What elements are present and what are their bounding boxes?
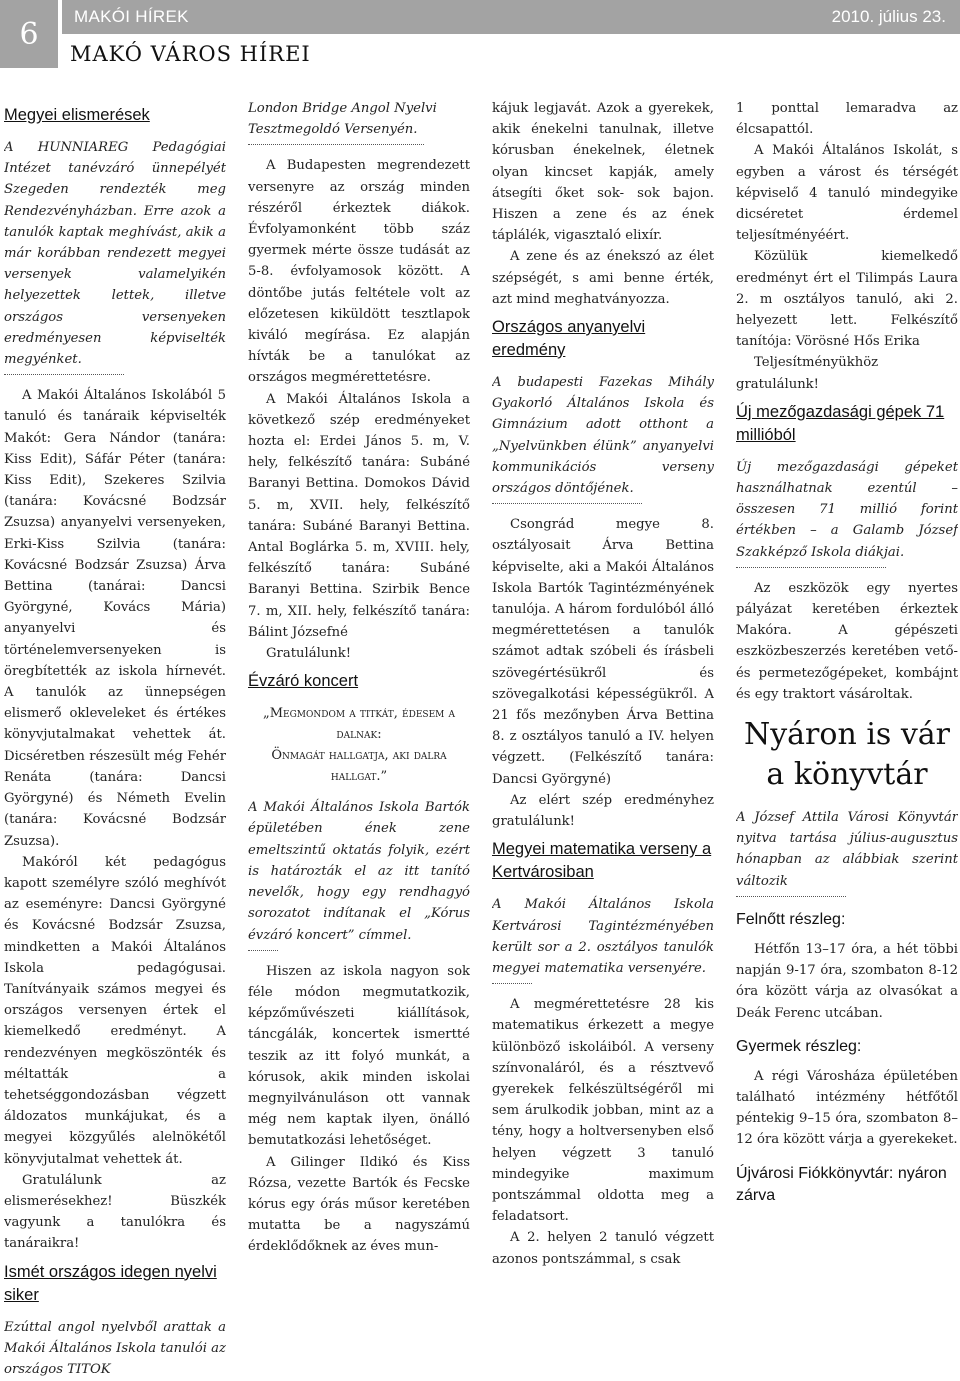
article-paragraph: A Budapesten megrendezett versenyre az ország minden részéről érkeztek diákok. Évfolyamonként több száz gyermek mérte össze tudását az 5-8. évfolyamosok között. A döntőbe jutás feltétele volt az előzetesen kiküldött tesztlapok kiváló megírása. Ez alapján hívták be a tanulókat az országos megmérettetésre. <box>248 158 470 386</box>
article-lead: Új mezőgazdasági gépeket használhatnak ezentúl – összesen 71 millió forint értékben – a Galamb József Szakképző Iskola diákjai. <box>736 459 958 560</box>
column-3 <box>492 98 714 1381</box>
feature-headline: Nyáron is vár a könyvtár <box>743 717 951 793</box>
article-lead: A Makói Általános Iskola Kertvárosi Tagintézményében került sor a 2. osztályos tanulók megyei matematika versenyére. <box>492 897 714 976</box>
article-lead: A József Attila Városi Könyvtár nyitva tartása július-augusztus hónapban az alábbiak szerint változik <box>736 810 958 889</box>
article-paragraph: Hétfőn 13–17 óra, a hét többi napján 9-17 óra, szombaton 8-12 óra között várja az olvasókat a Deák Ferenc utcában. <box>736 941 958 1021</box>
subheading-branch: Újvárosi Fiókkönyvtár: nyáron zárva <box>736 1164 947 1204</box>
divider <box>492 983 532 984</box>
article-lead: A HUNNIAREG Pedagógiai Intézet tanévzáró ünnepélyét Szegeden rendezték meg Rendezvényházban. Erre azok a tanulók kaptak meghívást, akik a már korábban rendezett megyei versenyek valamelyikén helyezettek lettek, illetve országos versenyeken eredményesen képviselték megyénket. <box>4 140 226 368</box>
page-title: MAKÓ VÁROS HÍREI <box>70 42 311 66</box>
article-heading: Ismét országos idegen nyelvi siker <box>4 1262 217 1304</box>
page-number: 6 <box>0 0 58 68</box>
article-heading: Évzáró koncert <box>248 672 359 691</box>
article-heading: Megyei matematika verseny a Kertvárosiban <box>492 840 712 882</box>
divider <box>248 144 424 145</box>
article-paragraph: A Makói Általános Iskolából 5 tanuló és tanáraik képviselték Makót: Gera Nándor (tanára: Kiss Edit), Sáfár Péter (tanára: Kiss Edit), Szekeres Szilvia (tanára: Kovácsné Bodzsár Zsuzsa) anyanyelvi versenyeken, Erki-Kiss Szilvia (tanára: Kovácsné Bodzsár Zsuzsa) Árva Bettina (tanárai: Dancsi Györgyné, Kovács Mária) anyanyelvi és történelemversenyeken is öregbítették az iskola hírnevét. A tanulók az ünnepségen elismerő okleveleket és értékes könyvjutalmakat vehettek át. Dicséretben részesült még Fehér Renáta (tanára: Dancsi Györgyné) és Németh Evelin (tanára: Kovácsné Bodzsár Zsuzsa). <box>4 388 226 849</box>
article-paragraph: A régi Városháza épületében található intézmény hétfőtől péntekig 9–15 óra, szombaton 8–12 óra között várja a gyerekeket. <box>736 1068 958 1148</box>
divider <box>736 896 846 897</box>
article-paragraph: A zene és az énekszó az élet szépségét, s ami benne érték, azt mind meghatványozza. <box>492 249 714 307</box>
column-4 <box>736 98 958 1381</box>
subheading-adult: Felnőtt részleg: <box>736 910 846 928</box>
article-lead: A Makói Általános Iskola Bartók épületében ének zene emeltszintű oktatás folyik, ezért is határozták el az itt tanító nevelők, hogy egy rendhagyó sorozatot indítanak el „Kórus évzáró koncert” címmel. <box>248 800 470 943</box>
article-paragraph: A megmérettetésre 28 kis matematikus érkezett a megye különböző iskoláiból. A verseny színvonaláról, és a résztvevő gyerekek felkészültségéről mi sem árulkodik jobban, mint az a tény, hogy a holtversenyben első helyen végzett 3 tanuló mindegyike maximum pontszámmal oldotta meg a feladatsort. <box>492 997 714 1225</box>
article-paragraph: Teljesítményükhöz gratulálunk! <box>736 355 879 392</box>
article-paragraph: A Makói Általános Iskolát, s egyben a várost és térségét képviselő 4 tanuló mindegyike dicséretet érdemel teljesítményéért. <box>736 143 958 244</box>
article-heading: Megyei elismerések <box>4 106 150 124</box>
article-paragraph: Csongrád megye 8. osztályosait Árva Bettina képviselte, aki a Makói Általános Iskola Bartók Tagintézményének tanulója. A három fordulóból álló megmérettetésen a tanulók számot adtak szóbeli és írásbeli szövegértésükről és szövegalkotási képességükről. A 21 fős mezőnyben Árva Bettina 8. z osztályos tanuló a IV. helyen végzett. (Felkészítő tanára: Dancsi Györgyné) <box>492 517 714 787</box>
article-paragraph: kájuk legjavát. Azok a gyerekek, akik énekelni tanulnak, illetve kórusban énekelnek, életnek olyan kincset kapják, amely átsegíti őket sok- sok bajon. Hiszen a zene és az ének táplálék, vigasztaló elixír. <box>492 101 714 244</box>
article-paragraph: Az eszközök egy nyertes pályázat keretében érkeztek Makóra. A gépészeti eszközbeszerzés keretében vető- és permetezőgépeket, kombájnt és egy traktort vásároltak. <box>736 580 958 702</box>
header-bar <box>62 0 960 34</box>
article-paragraph: Hiszen az iskola nagyon sok féle módon megmutatkozik, képzőművészeti kiállítások, táncgálák, koncertek ismertté teszik az itt folyó munkát, a kórusok, akik minden iskolai megnyilvánuláson ott vannak még nem kaptak ilyen, önálló bemutatkozási lehetőséget. <box>248 963 470 1149</box>
divider <box>4 374 124 375</box>
article-paragraph: 1 ponttal lemaradva az élcsapattól. <box>736 101 958 138</box>
article-heading: Új mezőgazdasági gépek 71 millióból <box>736 402 945 444</box>
divider <box>248 950 278 951</box>
section-name: MAKÓI HÍREK <box>74 7 189 26</box>
quote-line: „Megmondom a titkát, édesem a dalnak: <box>263 706 455 743</box>
quote-line: Önmagát hallgatja, aki dalra hallgat.” <box>271 748 447 785</box>
subheading-children: Gyermek részleg: <box>736 1037 862 1055</box>
article-heading: Országos anyanyelvi eredmény <box>492 318 646 360</box>
article-paragraph: Gratulálunk! <box>266 646 352 662</box>
divider <box>492 503 642 504</box>
column-1 <box>4 98 226 1381</box>
issue-date: 2010. július 23. <box>831 7 946 26</box>
article-paragraph: A 2. helyen 2 tanuló végzett azonos pontszámmal, s csak <box>492 1230 714 1267</box>
article-paragraph: Közülük kiemelkedő eredményt ért el Tilimpás Laura 2. m osztályos tanuló, aki 2. helyezett lett. Felkészítő tanítója: Vörösné Hős Erika <box>736 249 958 350</box>
article-lead: Ezúttal angol nyelvből arattak a Makói Általános Iskola tanulói az országos TITOK <box>4 1319 226 1377</box>
article-paragraph: Az elért szép eredményhez gratulálunk! <box>492 792 714 830</box>
column-2 <box>248 98 470 1381</box>
divider <box>736 567 886 568</box>
article-paragraph: A Makói Általános Iskola a következő szép eredményeket hozta el: Erdei János 5. m, V. hely, felkészítő tanára: Subáné Baranyi Bettina. Domokos Dávid 5. m, XVII. hely, felkészítő tanára: Subáné Baranyi Bettina. Antal Boglárka 5. m, XVIII. hely, felkészítő tanára: Subáné Baranyi Bettina. Szirbik Bence 7. m, XII. hely, felkészítő tanára: Bálint Józsefné <box>248 391 470 640</box>
article-paragraph: A Gilinger Ildikó és Kiss Rózsa, vezette Bartók és Fecske kórus egy órás műsor keretében mutatta be a nagyszámú érdeklődőknek az éves mun- <box>248 1154 470 1255</box>
article-paragraph: Makóról két pedagógus kapott személyre szóló meghívót az eseményre: Dancsi Györgyné és Kovácsné Bodzsár Zsuzsa, mindketten a Makói Általános Iskola pedagógusai. Tanítványaik számos megyei és országos versenyen értek el kiemelkedő eredményt. A rendezvényen megköszönték és méltatták a tehetséggondozásban végzett áldozatos munkájukat, és a megyei közgyűlés alelnökétől könyvjutalmat vehettek át. <box>4 854 226 1167</box>
article-paragraph: Gratulálunk az elismerésekhez! Büszkék vagyunk a tanulókra és tanáraikra! <box>4 1172 226 1252</box>
article-lead: A budapesti Fazekas Mihály Gyakorló Általános Iskola és Gimnázium adott otthont a „Nyelvünkben élünk” anyanyelvi kommunikációs verseny országos döntőjének. <box>492 375 714 497</box>
article-lead: London Bridge Angol Nyelvi Tesztmegoldó Versenyén. <box>248 101 437 138</box>
